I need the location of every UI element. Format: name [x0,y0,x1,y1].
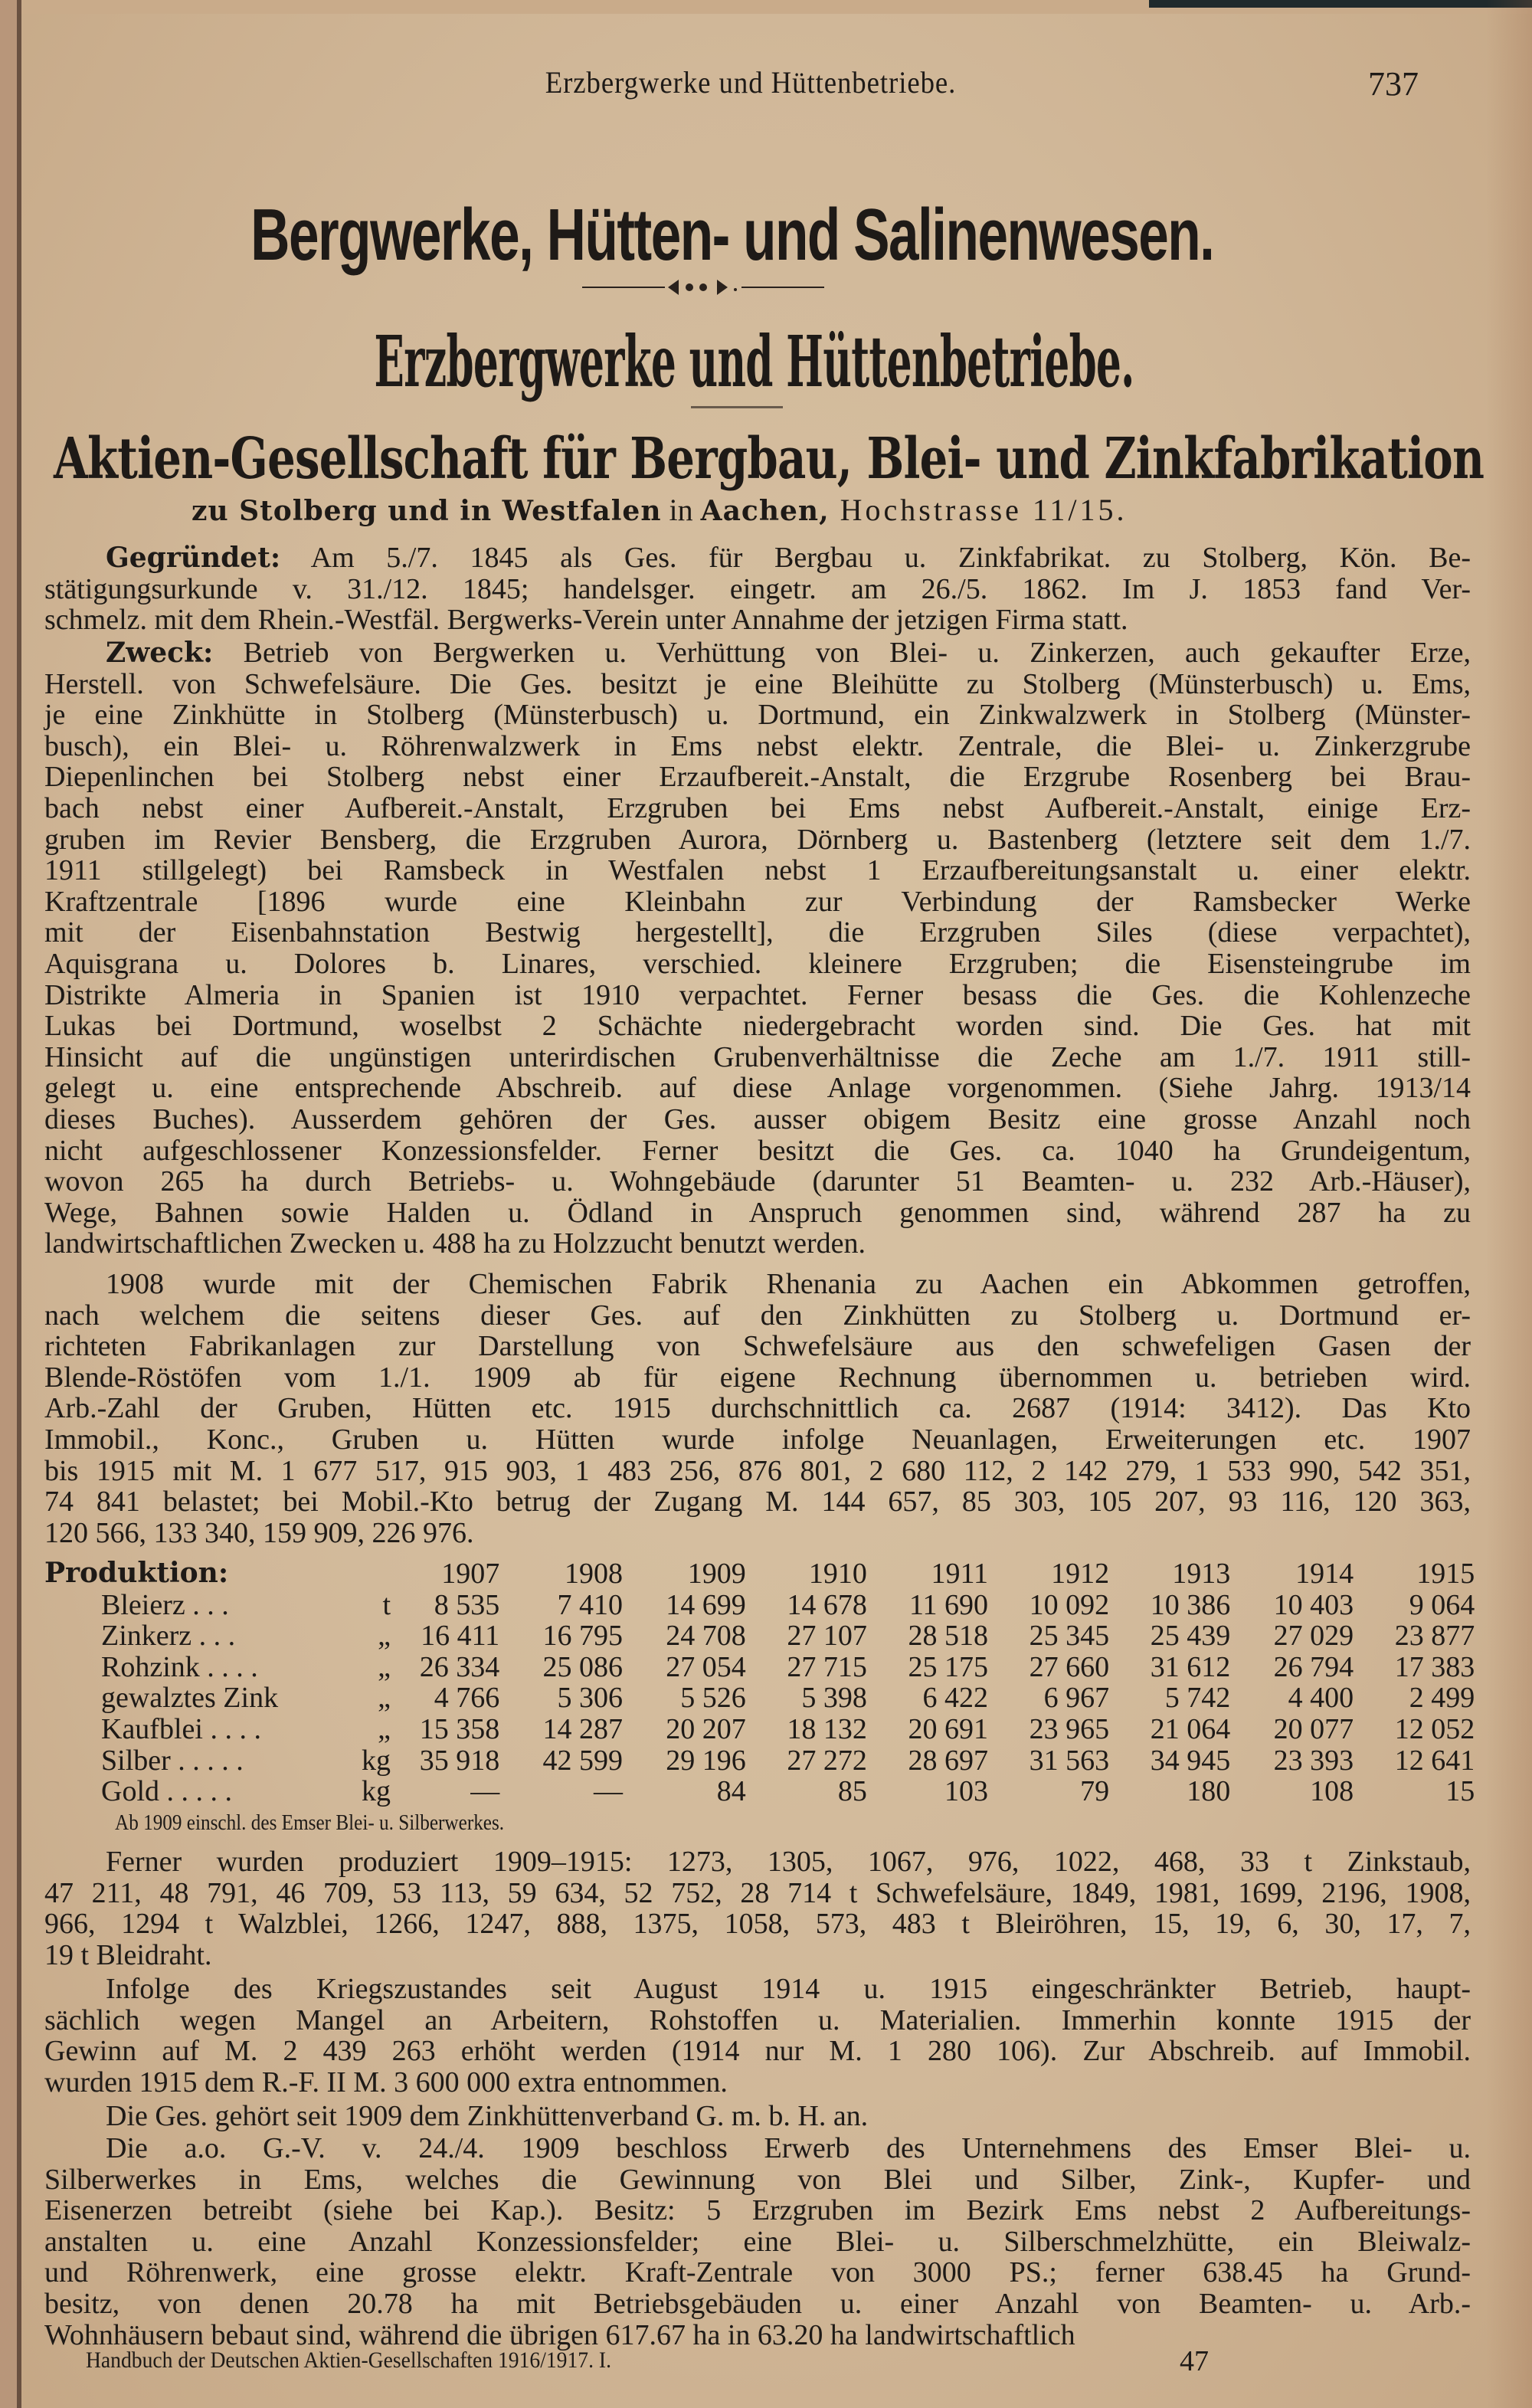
product-unit: „ [378,1682,391,1715]
product-name: Zinkerz . . . [101,1620,236,1653]
verband-line: Die Ges. gehört seit 1909 dem Zinkhüttenverband G. m. b. H. an. [106,2100,869,2132]
production-value: 27 715 [787,1650,867,1683]
production-label: Produktion: [44,1557,229,1589]
zweck-line: mit der Eisenbahnstation Bestwig hergestellt], die Erzgruben Siles (diese verpachtet), [44,916,1471,949]
company-city: Aachen, [700,495,830,527]
zweck-line [106,636,1471,667]
production-value: 29 196 [666,1744,746,1777]
production-row [44,1681,1485,1715]
zweck-line: Aquisgrana u. Dolores b. Linares, verschied. kleinere Erzgruben; die Eisensteingrube im [44,948,1471,980]
text-line-content: Betrieb von Bergwerken u. Verhüttung von Blei- u. Zinkerzen, auch gekaufter Erze, [213,637,1471,669]
running-title: Erzbergwerke und Hüttenbetriebe. [545,65,957,100]
production-value: 26 334 [419,1650,500,1683]
company-address: Hochstrasse 11/15. [829,493,1128,527]
production-value: 18 132 [787,1713,867,1745]
signature-mark: 47 [1180,2345,1209,2377]
page-shadow [1486,0,1532,2408]
company-name: Aktien-Gesellschaft für Bergbau, Blei- und Zinkfabrikation [54,426,1485,492]
production-value: 5 398 [801,1682,867,1715]
production-value: 20 207 [666,1713,746,1745]
gegruendet-line [106,541,1471,572]
production-value: 10 386 [1150,1588,1231,1621]
product-unit: kg [362,1744,391,1777]
production-value: 25 439 [1150,1620,1231,1653]
production-value: 108 [1310,1775,1354,1808]
ems-line: anstalten u. eine Anzahl Konzessionsfelder; eine Blei- u. Silberschmelzhütte, ein Bleiwalz- [44,2225,1471,2258]
production-value: 14 678 [787,1588,867,1621]
production-note: Ab 1909 einschl. des Emser Blei- u. Silberwerkes. [115,1811,505,1835]
rhenania-line: Immobil., Konc., Gruben u. Hütten wurde infolge Neuanlagen, Erweiterungen etc. 1907 [44,1424,1471,1456]
page-number: 737 [1368,65,1419,103]
production-value: 20 077 [1273,1713,1354,1745]
divider-rule [691,406,783,408]
production-value: 31 563 [1029,1744,1110,1777]
year-header: 1907 [441,1558,500,1590]
production-value: 23 877 [1394,1620,1475,1653]
production-value: 6 422 [922,1682,989,1715]
production-value: 34 945 [1150,1744,1231,1777]
ferner-line: Ferner wurden produziert 1909–1915: 1273, 1305, 1067, 976, 1022, 468, 33 t Zinkstaub, [106,1846,1471,1878]
product-name: Gold . . . . . [101,1775,232,1808]
ferner-line: 19 t Bleidraht. [44,1938,212,1971]
rhenania-line: Blende-Röstöfen vom 1./1. 1909 ab für eigene Rechnung übernommen u. betrieben wird. [44,1361,1471,1394]
year-header: 1911 [931,1558,989,1590]
production-value: 5 526 [680,1682,746,1715]
ems-line: Wohnhäusern bebaut sind, während die übrigen 617.67 ha in 63.20 ha landwirtschaftlich [44,2318,1075,2351]
production-value: 25 086 [542,1650,623,1683]
zweck-line: Wege, Bahnen sowie Halden u. Ödland in Anspruch genommen sind, während 287 ha zu [44,1196,1471,1229]
ferner-line: 966, 1294 t Walzblei, 1266, 1247, 888, 1375, 1058, 573, 483 t Bleiröhren, 15, 19, 6, 30, 17, 7, [44,1908,1471,1941]
production-value: 7 410 [557,1588,623,1621]
ems-line: Eisenerzen betreibt (siehe bei Kap.). Besitz: 5 Erzgruben im Bezirk Ems nebst 2 Aufbereitungs- [44,2194,1471,2227]
production-value: 103 [944,1775,989,1808]
product-unit: „ [378,1620,391,1653]
zweck-line: Lukas bei Dortmund, woselbst 2 Schächte niedergebracht worden sind. Die Ges. hat mit [44,1010,1471,1043]
zweck-line: wovon 265 ha durch Betriebs- u. Wohngebäude (darunter 51 Beamten- u. 232 Arb.-Häuser), [44,1165,1471,1198]
zweck-line: 1911 stillgelegt) bei Ramsbeck in Westfalen nebst 1 Erzaufbereitungsanstalt u. einer elektr. [44,854,1471,887]
production-value: 28 697 [908,1744,989,1777]
gegruendet-line: stätigungsurkunde v. 31./12. 1845; handelsger. eingetr. am 26./5. 1862. Im J. 1853 fand Ver- [44,572,1471,605]
production-value: 20 691 [908,1713,989,1745]
production-row [44,1744,1485,1777]
production-value: 27 029 [1273,1620,1354,1653]
gegruendet-line: schmelz. mit dem Rhein.-Westfäl. Bergwerks-Verein unter Annahme der jetzigen Firma statt. [44,604,1128,637]
production-value: 16 411 [421,1620,500,1653]
year-header: 1914 [1295,1558,1354,1590]
zweck-line: busch), ein Blei- u. Röhrenwalzwerk in Ems nebst elektr. Zentrale, die Blei- u. Zinkerzgrube [44,729,1471,762]
book-edge [1149,0,1532,8]
company-location [192,492,1128,528]
production-value: 14 699 [666,1588,746,1621]
zweck-line: je eine Zinkhütte in Stolberg (Münsterbusch) u. Dortmund, ein Zinkwalzwerk in Stolberg (Münster- [44,699,1471,732]
product-name: Kaufblei . . . . [101,1713,261,1745]
zweck-line: landwirtschaftlichen Zwecken u. 488 ha zu Holzzucht benutzt werden. [44,1227,866,1260]
production-value: 16 795 [542,1620,623,1653]
production-value: 84 [716,1775,746,1808]
production-value: 23 393 [1273,1744,1354,1777]
production-value: 10 092 [1029,1588,1110,1621]
rhenania-line: nach welchem die seitens dieser Ges. auf den Zinkhütten zu Stolberg u. Dortmund er- [44,1299,1471,1332]
footer-title: Handbuch der Deutschen Aktien-Gesellschaften 1916/1917. I. [86,2347,611,2373]
product-name: Silber . . . . . [101,1744,244,1777]
product-name: Rohzink . . . . [101,1650,258,1683]
production-value: 10 403 [1273,1588,1354,1621]
production-value: 5 742 [1164,1682,1231,1715]
production-row [44,1774,1485,1808]
production-value: 28 518 [908,1620,989,1653]
krieg-line: Infolge des Kriegszustandes seit August 1914 u. 1915 eingeschränkter Betrieb, haupt- [106,1973,1471,2005]
zweck-line: bach nebst einer Aufbereit.-Anstalt, Erzgruben bei Ems nebst Aufbereit.-Anstalt, einige Erz- [44,792,1471,824]
production-header-row [44,1557,1485,1590]
ems-line: und Röhrenwerk, eine grosse elektr. Kraft-Zentrale von 3000 PS.; ferner 638.45 ha Grund- [44,2256,1471,2289]
production-value: 27 660 [1029,1650,1110,1683]
zweck-line: Distrikte Almeria in Spanien ist 1910 verpachtet. Ferner besass die Ges. die Kohlenzeche [44,978,1471,1011]
ems-line: Silberwerkes in Ems, welches die Gewinnung von Blei und Silber, Zink-, Kupfer- und [44,2163,1471,2196]
production-value: 85 [837,1775,867,1808]
production-value: — [470,1775,500,1808]
production-value: 2 499 [1409,1682,1475,1715]
production-value: 15 358 [419,1713,500,1745]
production-value: 23 965 [1029,1713,1110,1745]
production-value: 27 272 [787,1744,867,1777]
rhenania-line: 1908 wurde mit der Chemischen Fabrik Rhenania zu Aachen ein Abkommen getroffen, [106,1268,1471,1300]
company-in: in [661,493,701,527]
production-value: 17 383 [1394,1650,1475,1683]
production-value: 24 708 [666,1620,746,1653]
ems-line: besitz, von denen 20.78 ha mit Betriebsgebäuden u. einer Anzahl von Beamten- u. Arb.- [44,2288,1471,2320]
production-value: 79 [1080,1775,1110,1808]
ferner-line: 47 211, 48 791, 46 709, 53 113, 59 634, 52 752, 28 714 t Schwefelsäure, 1849, 1981, 1699, 2196, 1908, [44,1876,1471,1909]
text-line-content: Am 5./7. 1845 als Ges. für Bergbau u. Zinkfabrikat. zu Stolberg, Kön. Be- [280,542,1471,574]
production-row [44,1712,1485,1743]
gutter-line [17,0,21,2408]
company-seat: zu Stolberg und in Westfalen [192,495,662,527]
production-value: 5 306 [557,1682,623,1715]
production-value: 42 599 [542,1744,623,1777]
year-header: 1908 [565,1558,623,1590]
krieg-line: Gewinn auf M. 2 439 263 erhöht werden (1914 nur M. 1 280 106). Zur Abschreib. auf Immobil. [44,2035,1471,2068]
production-value: 11 690 [908,1588,989,1621]
year-header: 1915 [1416,1558,1475,1590]
zweck-line: gruben im Revier Bensberg, die Erzgruben Aurora, Dörnberg u. Bastenberg (letztere seit dem 1./7. [44,823,1471,856]
rhenania-line: 120 566, 133 340, 159 909, 226 976. [44,1516,474,1549]
year-header: 1909 [687,1558,746,1590]
krieg-line: wurden 1915 dem R.-F. II M. 3 600 000 extra entnommen. [44,2066,728,2098]
rhenania-line: richteten Fabrikanlagen zur Darstellung von Schwefelsäure aus den schwefeligen Gasen der [44,1330,1471,1363]
production-value: 6 967 [1043,1682,1110,1715]
zweck-line: Hinsicht auf die ungünstigen unterirdischen Grubenverhältnisse die Zeche am 1./7. 1911 still- [44,1040,1471,1073]
zweck-line: Herstell. von Schwefelsäure. Die Ges. besitzt je eine Bleihütte zu Stolberg (Münsterbusch) u. Ems, [44,667,1471,700]
production-value: 21 064 [1150,1713,1231,1745]
production-row [44,1619,1485,1653]
krieg-line: sächlich wegen Mangel an Arbeitern, Rohstoffen u. Materialien. Immerhin konnte 1915 der [44,2003,1471,2036]
zweck-line: Kraftzentrale [1896 wurde eine Kleinbahn zur Verbindung der Ramsbecker Werke [44,885,1471,918]
founded-label: Gegründet: [106,542,281,574]
production-value: 31 612 [1150,1650,1231,1683]
year-header: 1913 [1172,1558,1231,1590]
section-title: Bergwerke, Hütten- und Salinenwesen. [250,194,1214,276]
sub-title: Erzbergwerke und Hüttenbetriebe. [374,320,1134,403]
year-header: 1910 [808,1558,867,1590]
production-value: 4 400 [1288,1682,1354,1715]
production-value: 12 052 [1394,1713,1475,1745]
product-unit: kg [362,1775,391,1808]
production-value: 4 766 [434,1682,500,1715]
zweck-line: dieses Buches). Ausserdem gehören der Ges. ausser obigem Besitz eine grosse Anzahl noch [44,1103,1471,1135]
year-header: 1912 [1051,1558,1110,1590]
rhenania-line: bis 1915 mit M. 1 677 517, 915 903, 1 483 256, 876 801, 2 680 112, 2 142 279, 1 533 990, 542 351, [44,1454,1471,1487]
production-value: 27 107 [787,1620,867,1653]
production-value: 15 [1445,1775,1475,1808]
rhenania-line: Arb.-Zahl der Gruben, Hütten etc. 1915 durchschnittlich ca. 2687 (1914: 3412). Das Kto [44,1392,1471,1425]
production-value: 12 641 [1394,1744,1475,1777]
production-row [44,1588,1485,1619]
zweck-line: nicht aufgeschlossener Konzessionsfelder. Ferner besitzt die Ges. ca. 1040 ha Grundeigentum, [44,1134,1471,1167]
production-value: 26 794 [1273,1650,1354,1683]
production-value: 14 287 [542,1713,623,1745]
production-value: 35 918 [419,1744,500,1777]
production-value: 27 054 [666,1650,746,1683]
production-value: 180 [1187,1775,1231,1808]
production-row [44,1650,1485,1681]
page-gutter [0,0,17,2408]
rhenania-line: 74 841 belastet; bei Mobil.-Kto betrug der Zugang M. 144 657, 85 303, 105 207, 93 116, 120 363, [44,1486,1471,1519]
production-value: — [594,1775,623,1808]
production-value: 9 064 [1409,1588,1475,1621]
zweck-line: gelegt u. eine entsprechende Abschreib. auf diese Anlage vorgenommen. (Siehe Jahrg. 1913/14 [44,1072,1471,1105]
product-unit: „ [378,1650,391,1683]
ems-line: Die a.o. G.-V. v. 24./4. 1909 beschloss Erwerb des Unternehmens des Emser Blei- u. [106,2132,1471,2164]
product-unit: „ [378,1713,391,1745]
product-unit: t [382,1588,391,1621]
production-value: 25 175 [908,1650,989,1683]
ornament-divider-icon [582,276,824,299]
production-value: 25 345 [1029,1620,1110,1653]
product-name: gewalztes Zink [101,1682,279,1715]
purpose-label: Zweck: [106,637,214,669]
product-name: Bleierz . . . [101,1588,229,1621]
production-value: 8 535 [434,1588,500,1621]
zweck-line: Diepenlinchen bei Stolberg nebst einer Erzaufbereit.-Anstalt, die Erzgrube Rosenberg bei Brau- [44,761,1471,794]
